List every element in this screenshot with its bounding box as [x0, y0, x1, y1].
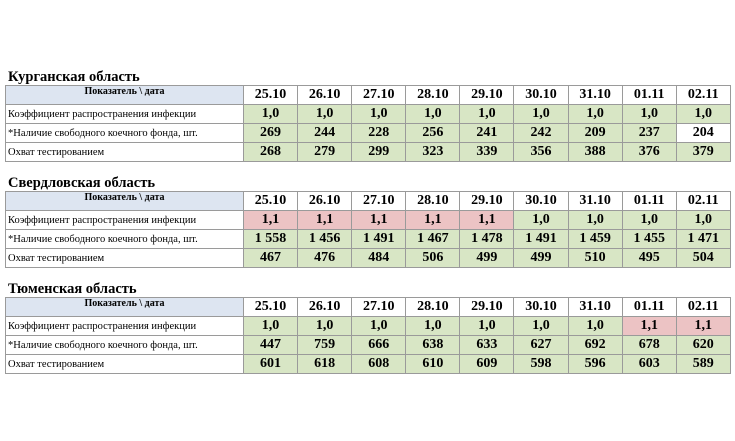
value-cell: 379 — [676, 143, 730, 162]
date-cell: 26.10 — [298, 298, 352, 317]
table-row — [6, 124, 731, 143]
row-label-cell: Коэффициент распространения инфекции — [6, 105, 244, 124]
value-cell: 692 — [568, 336, 622, 355]
value-cell: 504 — [676, 249, 730, 268]
value-cell: 269 — [244, 124, 298, 143]
date-cell: 28.10 — [406, 86, 460, 105]
value-cell: 356 — [514, 143, 568, 162]
header-label-cell: Показатель \ дата — [6, 192, 244, 211]
value-cell: 1,0 — [676, 105, 730, 124]
value-cell: 323 — [406, 143, 460, 162]
value-cell: 1 491 — [514, 230, 568, 249]
value-cell: 228 — [352, 124, 406, 143]
row-label-cell: *Наличие свободного коечного фонда, шт. — [6, 124, 244, 143]
value-cell: 1,1 — [352, 211, 406, 230]
value-cell: 256 — [406, 124, 460, 143]
value-cell: 1 456 — [298, 230, 352, 249]
date-cell: 02.11 — [676, 86, 730, 105]
value-cell: 1,0 — [676, 211, 730, 230]
table-row — [6, 336, 731, 355]
value-cell: 237 — [622, 124, 676, 143]
value-cell: 299 — [352, 143, 406, 162]
value-cell: 1,0 — [568, 211, 622, 230]
row-label-cell: Охват тестированием — [6, 249, 244, 268]
value-cell: 467 — [244, 249, 298, 268]
value-cell: 242 — [514, 124, 568, 143]
value-cell: 1,1 — [460, 211, 514, 230]
date-cell: 29.10 — [460, 298, 514, 317]
row-label-cell: Охват тестированием — [6, 355, 244, 374]
table-row — [6, 211, 731, 230]
date-cell: 29.10 — [460, 86, 514, 105]
value-cell: 1,0 — [460, 317, 514, 336]
value-cell: 506 — [406, 249, 460, 268]
value-cell: 476 — [298, 249, 352, 268]
date-cell: 02.11 — [676, 298, 730, 317]
value-cell: 1,0 — [244, 105, 298, 124]
region-table — [5, 191, 731, 268]
table-row — [6, 317, 731, 336]
date-cell: 28.10 — [406, 192, 460, 211]
table-row — [6, 105, 731, 124]
date-cell: 31.10 — [568, 298, 622, 317]
value-cell: 209 — [568, 124, 622, 143]
value-cell: 388 — [568, 143, 622, 162]
value-cell: 1 478 — [460, 230, 514, 249]
value-cell: 1,0 — [622, 105, 676, 124]
value-cell: 1,0 — [352, 105, 406, 124]
date-cell: 31.10 — [568, 192, 622, 211]
value-cell: 1,0 — [460, 105, 514, 124]
value-cell: 610 — [406, 355, 460, 374]
value-cell: 589 — [676, 355, 730, 374]
value-cell: 510 — [568, 249, 622, 268]
value-cell: 666 — [352, 336, 406, 355]
value-cell: 598 — [514, 355, 568, 374]
date-cell: 01.11 — [622, 86, 676, 105]
date-cell: 30.10 — [514, 192, 568, 211]
value-cell: 447 — [244, 336, 298, 355]
value-cell: 627 — [514, 336, 568, 355]
value-cell: 596 — [568, 355, 622, 374]
date-cell: 25.10 — [244, 86, 298, 105]
value-cell: 1,0 — [514, 211, 568, 230]
value-cell: 1,0 — [568, 105, 622, 124]
region-table — [5, 297, 731, 374]
value-cell: 1,0 — [568, 317, 622, 336]
value-cell: 268 — [244, 143, 298, 162]
row-label-cell: Охват тестированием — [6, 143, 244, 162]
value-cell: 601 — [244, 355, 298, 374]
date-cell: 30.10 — [514, 298, 568, 317]
value-cell: 1,0 — [406, 105, 460, 124]
value-cell: 499 — [514, 249, 568, 268]
date-cell: 25.10 — [244, 298, 298, 317]
row-label-cell: Коэффициент распространения инфекции — [6, 317, 244, 336]
header-label-cell: Показатель \ дата — [6, 298, 244, 317]
value-cell: 241 — [460, 124, 514, 143]
value-cell: 1,0 — [514, 317, 568, 336]
date-cell: 28.10 — [406, 298, 460, 317]
value-cell: 376 — [622, 143, 676, 162]
value-cell: 1,1 — [298, 211, 352, 230]
date-cell: 29.10 — [460, 192, 514, 211]
row-label-cell: *Наличие свободного коечного фонда, шт. — [6, 230, 244, 249]
date-cell: 27.10 — [352, 298, 406, 317]
date-cell: 26.10 — [298, 192, 352, 211]
value-cell: 620 — [676, 336, 730, 355]
value-cell: 1,1 — [676, 317, 730, 336]
value-cell: 759 — [298, 336, 352, 355]
date-cell: 27.10 — [352, 192, 406, 211]
date-cell: 01.11 — [622, 298, 676, 317]
date-cell: 02.11 — [676, 192, 730, 211]
value-cell: 1,0 — [244, 317, 298, 336]
table-row — [6, 230, 731, 249]
value-cell: 1 459 — [568, 230, 622, 249]
value-cell: 244 — [298, 124, 352, 143]
value-cell: 678 — [622, 336, 676, 355]
date-cell: 25.10 — [244, 192, 298, 211]
region-title: Курганская область — [8, 69, 140, 85]
value-cell: 495 — [622, 249, 676, 268]
value-cell: 1,0 — [352, 317, 406, 336]
value-cell: 1,0 — [298, 317, 352, 336]
value-cell: 1,1 — [622, 317, 676, 336]
region-title: Тюменская область — [8, 281, 137, 297]
table-row — [6, 355, 731, 374]
value-cell: 279 — [298, 143, 352, 162]
table-row — [6, 143, 731, 162]
date-cell: 30.10 — [514, 86, 568, 105]
header-label-cell: Показатель \ дата — [6, 86, 244, 105]
header-row — [6, 192, 731, 211]
date-cell: 27.10 — [352, 86, 406, 105]
value-cell: 1 455 — [622, 230, 676, 249]
value-cell: 608 — [352, 355, 406, 374]
value-cell: 603 — [622, 355, 676, 374]
value-cell: 484 — [352, 249, 406, 268]
date-cell: 31.10 — [568, 86, 622, 105]
value-cell: 1 491 — [352, 230, 406, 249]
value-cell: 1,1 — [406, 211, 460, 230]
value-cell: 1,0 — [622, 211, 676, 230]
region-title: Свердловская область — [8, 175, 156, 191]
value-cell: 1 558 — [244, 230, 298, 249]
value-cell: 499 — [460, 249, 514, 268]
value-cell: 1 471 — [676, 230, 730, 249]
value-cell: 204 — [676, 124, 730, 143]
row-label-cell: *Наличие свободного коечного фонда, шт. — [6, 336, 244, 355]
header-row — [6, 86, 731, 105]
table-row — [6, 249, 731, 268]
value-cell: 1,0 — [514, 105, 568, 124]
value-cell: 633 — [460, 336, 514, 355]
row-label-cell: Коэффициент распространения инфекции — [6, 211, 244, 230]
value-cell: 609 — [460, 355, 514, 374]
region-table — [5, 85, 731, 162]
value-cell: 339 — [460, 143, 514, 162]
date-cell: 26.10 — [298, 86, 352, 105]
value-cell: 1,0 — [406, 317, 460, 336]
value-cell: 618 — [298, 355, 352, 374]
date-cell: 01.11 — [622, 192, 676, 211]
value-cell: 1,1 — [244, 211, 298, 230]
header-row — [6, 298, 731, 317]
value-cell: 1 467 — [406, 230, 460, 249]
value-cell: 1,0 — [298, 105, 352, 124]
value-cell: 638 — [406, 336, 460, 355]
